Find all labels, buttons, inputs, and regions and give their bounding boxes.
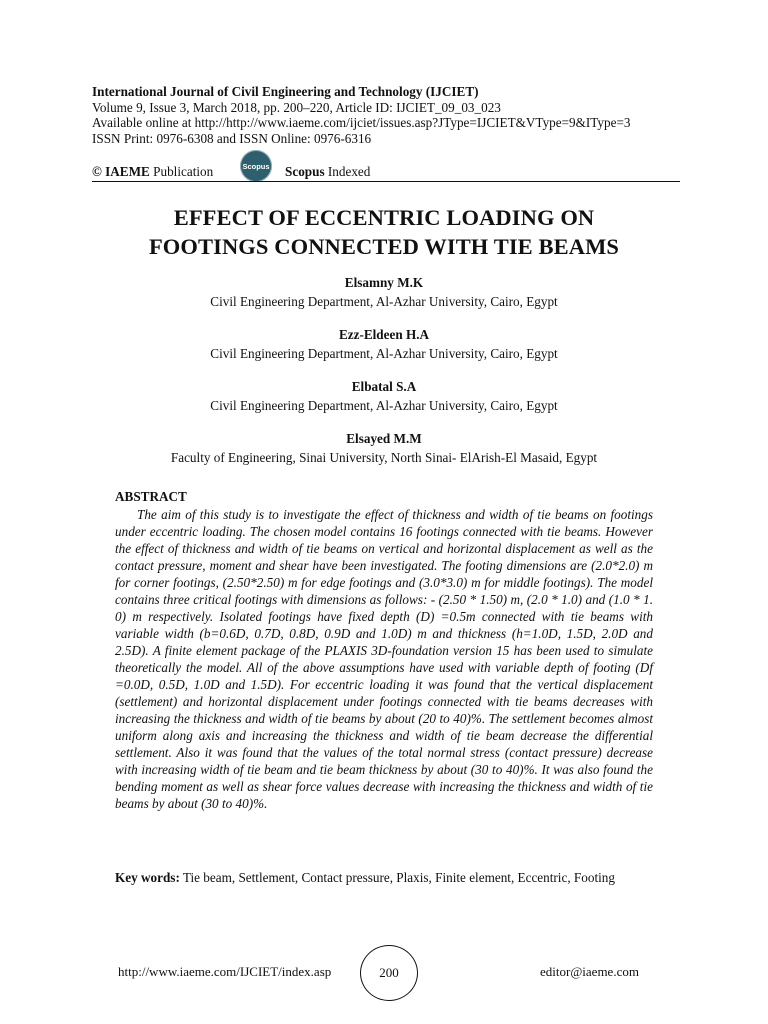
publication-word: Publication <box>149 164 214 179</box>
abstract-text: The aim of this study is to investigate the effect of thickness and width of tie beams on footings under eccentric loading. The chosen model contains 16 footings connected with tie beams. However the effect of thickness and width of tie beams on vertical and horizontal displacement as well as the contact pressure, moment and shear have been investigated. The footing dimensions are (2.0*2.0) m for corner footings, (2.50*2.50) m for edge footings and (3.0*3.0) m for middle footings). The model contains three critical footings with dimensions as follows: - (2.50 * 1.50) m, (2.0 * 1.0) and (1.0 * 1. 0) m respectively. Isolated footings have fixed depth (D) =0.5m connected with tie beams with variable width (b=0.6D, 0.7D, 0.8D, 0.9D and 1.0D) m and thickness (h=1.0D, 1.5D, 2.0D and 2.5D). A finite element package of the PLAXIS 3D-foundation version 15 has been used to simulate theoretically the model. All of the above assumptions have used with variable depth of footing (Df =0.0D, 0.5D, 1.0D and 1.5D). For eccentric loading it was found that the vertical displacement (settlement) and horizontal displacement under footings connected with tie beams decreases with increasing the thickness and width of tie beams by about (20 to 40)%. The settlement becomes almost uniform along axis and increasing the thickness and width of tie beam decrease the differential settlement. Also it was found that the values of the total normal stress (contact pressure) decrease with increasing width of tie beam and tie beam thickness by about (30 to 40)%. It was also found the bending moment as well as shear force values decrease with increasing the thickness and width of tie beams by about (30 to 40)%. <box>115 507 653 811</box>
volume-info: Volume 9, Issue 3, March 2018, pp. 200–220, Article ID: IJCIET_09_03_023 <box>92 99 501 115</box>
header-divider <box>92 181 680 182</box>
page-number-badge: 200 <box>360 945 418 1001</box>
scopus-indexed <box>285 164 370 180</box>
author-name: Ezz-Eldeen H.A <box>338 327 430 342</box>
author-affiliation: Civil Engineering Department, Al-Azhar University, Cairo, Egypt <box>210 398 558 413</box>
indexed-word: Indexed <box>324 164 371 179</box>
author-affiliation: Civil Engineering Department, Al-Azhar University, Cairo, Egypt <box>210 346 558 361</box>
scopus-logo-icon: Scopus <box>240 150 272 182</box>
abstract-heading: ABSTRACT <box>115 489 187 504</box>
author-block <box>60 326 708 362</box>
publisher <box>92 164 213 180</box>
copyright-iaeme: © IAEME <box>92 164 150 179</box>
author-name: Elsayed M.M <box>346 431 422 446</box>
author-name: Elsamny M.K <box>344 275 424 290</box>
keywords-text: Tie beam, Settlement, Contact pressure, Plaxis, Finite element, Eccentric, Footing <box>179 870 615 885</box>
journal-header <box>92 84 692 146</box>
journal-name: International Journal of Civil Engineering and Technology (IJCIET) <box>92 84 479 99</box>
author-block <box>60 274 708 310</box>
page-footer <box>0 945 768 1001</box>
author-block <box>60 430 708 466</box>
author-affiliation: Civil Engineering Department, Al-Azhar University, Cairo, Egypt <box>210 294 558 309</box>
keywords <box>115 869 653 886</box>
author-name: Elbatal S.A <box>351 379 417 394</box>
footer-email-link[interactable]: editor@iaeme.com <box>540 964 639 979</box>
title-line-2: FOOTINGS CONNECTED WITH TIE BEAMS <box>148 234 620 259</box>
publication-row <box>92 162 680 180</box>
availability-link[interactable]: Available online at http://http://www.iaeme.com/ijciet/issues.asp?JType=IJCIET&VType=9&IType=3 <box>92 115 631 130</box>
title-line-1: EFFECT OF ECCENTRIC LOADING ON <box>173 205 595 230</box>
issn-info: ISSN Print: 0976-6308 and ISSN Online: 0976-6316 <box>92 130 372 146</box>
keywords-label: Key words: <box>115 870 180 885</box>
footer-url-link[interactable]: http://www.iaeme.com/IJCIET/index.asp <box>118 964 332 979</box>
author-block <box>60 378 708 414</box>
paper-title <box>60 203 708 261</box>
author-affiliation: Faculty of Engineering, Sinai University, North Sinai- ElArish-El Masaid, Egypt <box>170 450 598 465</box>
scopus-word: Scopus <box>285 164 325 179</box>
abstract-section <box>115 488 653 812</box>
